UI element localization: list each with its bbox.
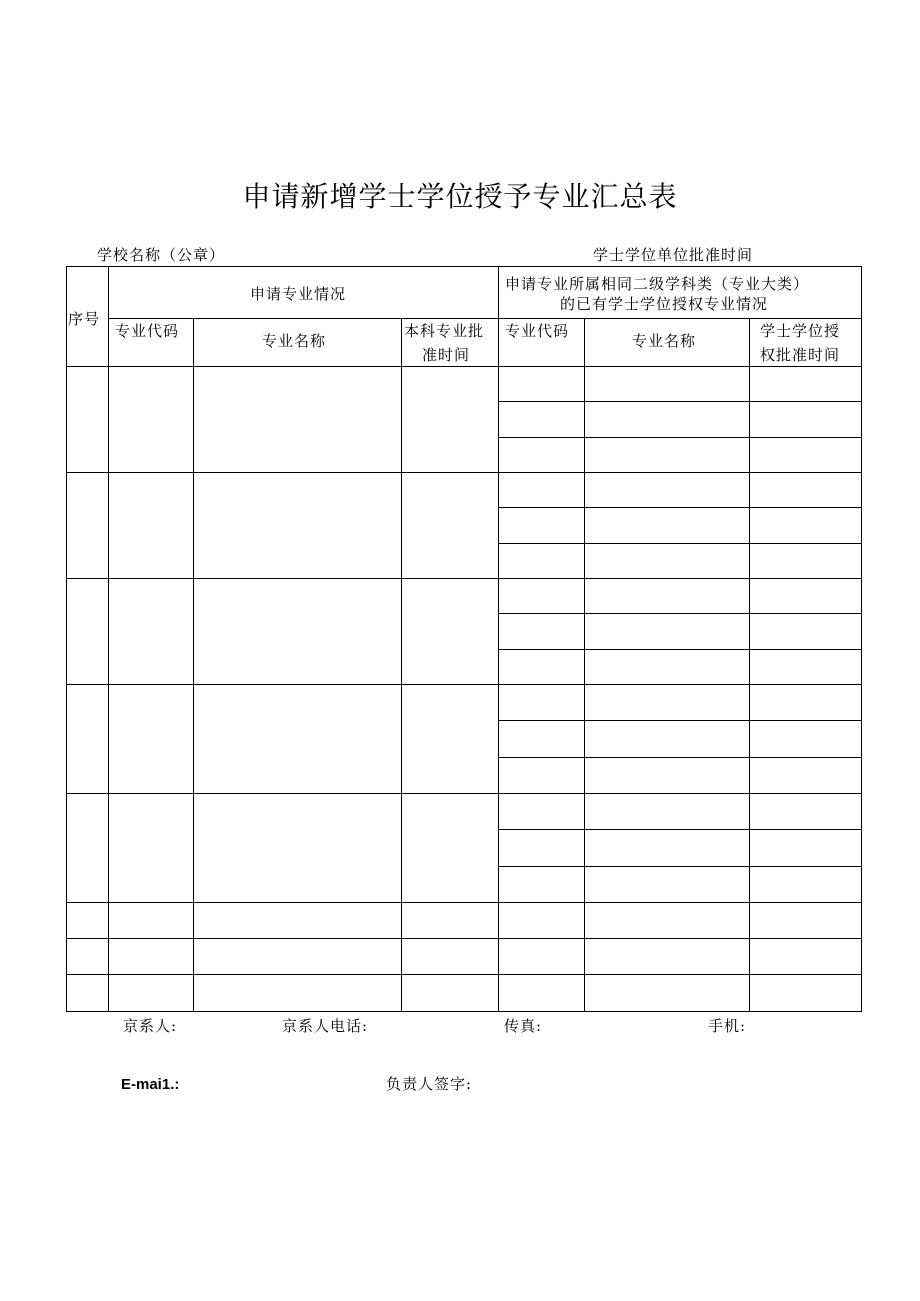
table-grid <box>67 267 863 1013</box>
col-existing-code-header: 专业代码 <box>505 322 570 340</box>
email-label: E-mai1.: <box>121 1076 180 1093</box>
signature-label: 负责人签字: <box>386 1075 473 1093</box>
table-border <box>67 267 862 1012</box>
group-existing-header-line1: 申请专业所属相同二级学科类（专业大类） <box>505 275 810 293</box>
summary-table <box>66 266 862 1012</box>
group-existing-header-line2: 的已有学士学位授权专业情况 <box>560 295 769 313</box>
approval-time-label: 学士学位单位批准时间 <box>593 246 754 264</box>
fax-label: 传真: <box>504 1017 543 1035</box>
mobile-label: 手机: <box>708 1017 747 1035</box>
col-undergrad-approval-header-line1: 本科专业批 <box>404 322 485 340</box>
col-undergrad-approval-header-line2: 准时间 <box>422 346 471 364</box>
group-apply-header: 申请专业情况 <box>250 285 347 303</box>
contact-phone-label: 京系人电话: <box>282 1017 369 1035</box>
col-degree-approval-header-line1: 学士学位授 <box>760 322 841 340</box>
col-existing-name-header: 专业名称 <box>632 332 697 350</box>
col-index-header: 序号 <box>68 310 101 328</box>
contact-label: 京系人: <box>123 1017 178 1035</box>
page-title: 申请新增学士学位授予专业汇总表 <box>242 180 678 213</box>
col-major-code-header: 专业代码 <box>115 322 180 340</box>
school-name-label: 学校名称（公章） <box>97 246 226 264</box>
col-degree-approval-header-line2: 权批准时间 <box>760 346 841 364</box>
col-major-name-header: 专业名称 <box>262 332 327 350</box>
